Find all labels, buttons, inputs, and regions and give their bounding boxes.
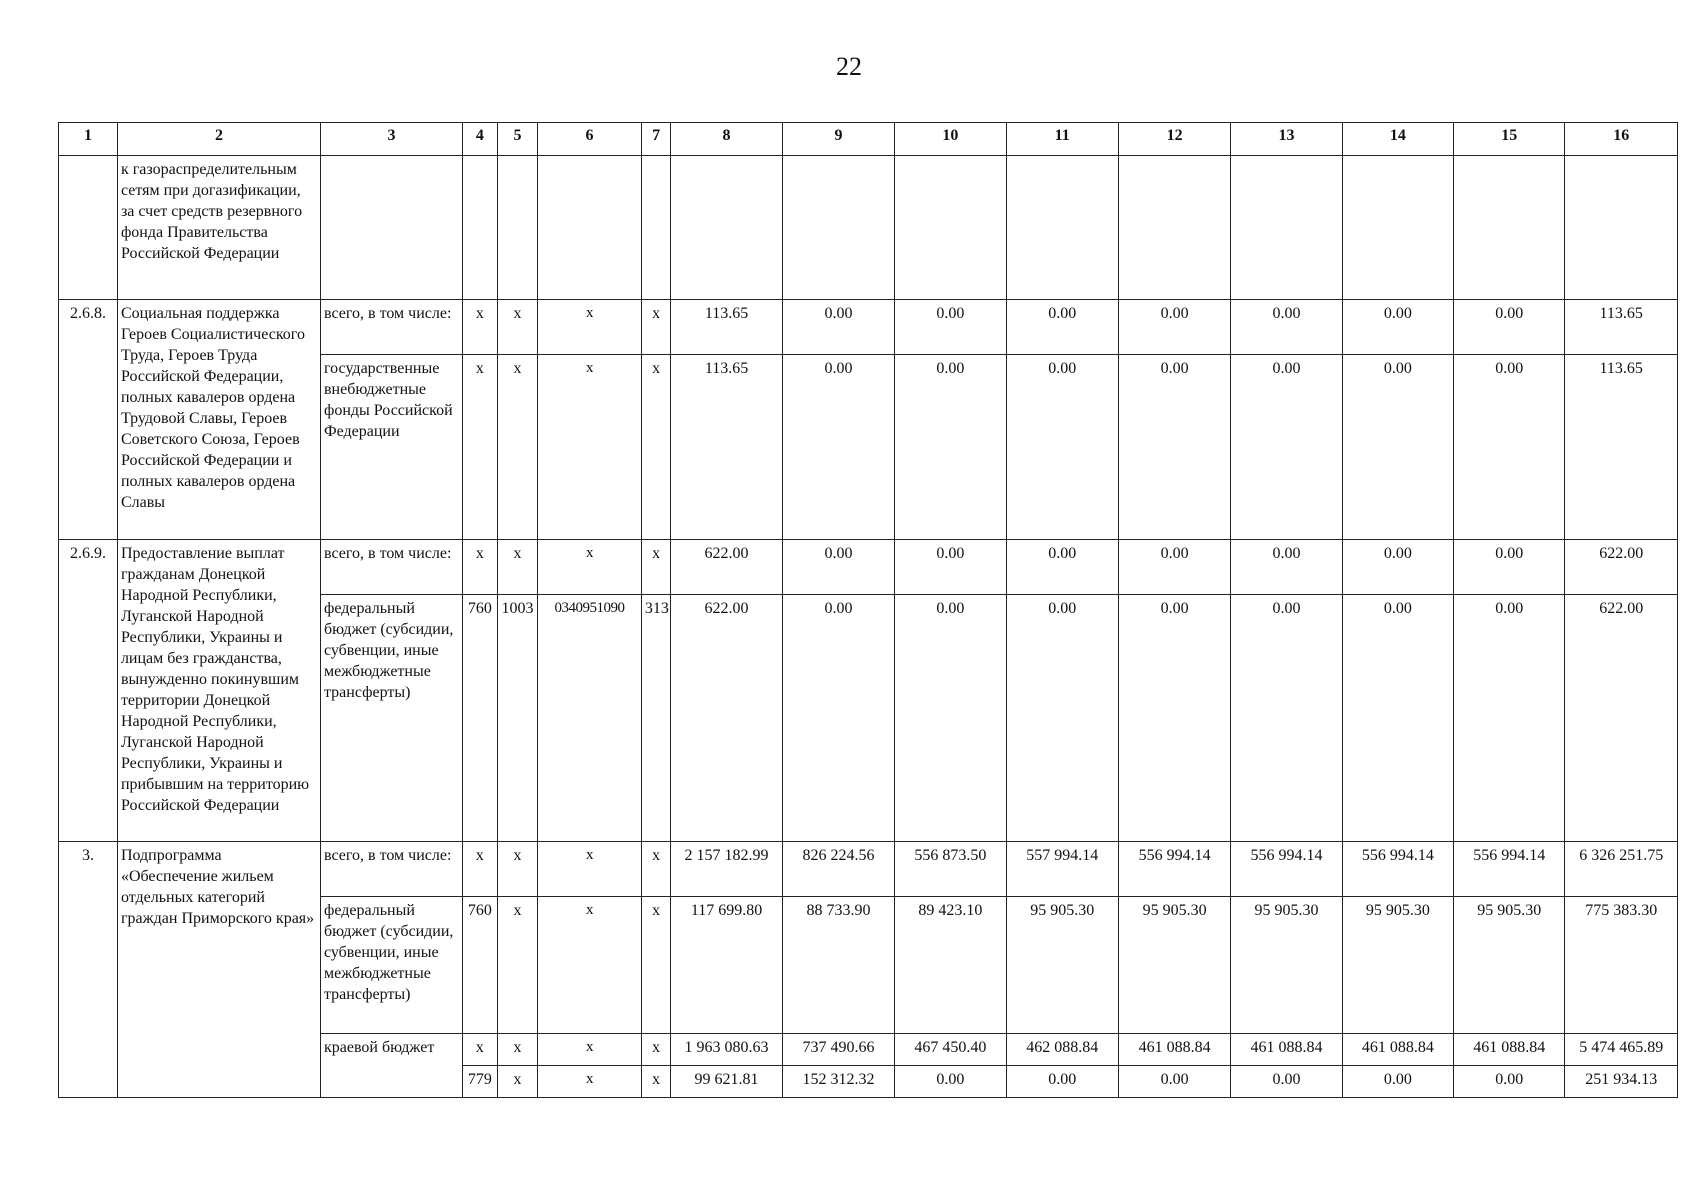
value-cell: [1231, 156, 1342, 300]
value-cell: [782, 156, 894, 300]
value-cell: 556 994.14: [1342, 842, 1453, 897]
value-cell: 0.00: [1231, 540, 1342, 595]
code-cell: x: [462, 842, 497, 897]
value-cell: [1006, 156, 1118, 300]
funding-source: всего, в том числе:: [320, 300, 462, 355]
table-row: [59, 156, 1678, 300]
budget-table: [58, 122, 1678, 1098]
header-cell: 10: [895, 123, 1006, 156]
code-cell: x: [538, 540, 642, 595]
header-row: [59, 123, 1678, 156]
value-cell: 95 905.30: [1454, 897, 1565, 1034]
item-name: Социальная поддержка Героев Социалистического Труда, Героев Труда Российской Федерации, полных кавалеров ордена Трудовой Славы, Героев Советского Союза, Героев Российской Федерации и полных кавалеров ордена Славы: [117, 300, 320, 540]
code-cell: [497, 156, 537, 300]
header-cell: 5: [497, 123, 537, 156]
item-number: 2.6.9.: [59, 540, 118, 842]
code-cell: x: [462, 300, 497, 355]
value-cell: 95 905.30: [1231, 897, 1342, 1034]
value-cell: 117 699.80: [671, 897, 782, 1034]
value-cell: [895, 156, 1006, 300]
table-row: [59, 540, 1678, 595]
value-cell: 88 733.90: [782, 897, 894, 1034]
header-cell: 11: [1006, 123, 1118, 156]
code-cell: [462, 156, 497, 300]
code-cell: x: [538, 1034, 642, 1066]
value-cell: 113.65: [671, 355, 782, 540]
code-cell: x: [641, 842, 670, 897]
code-cell: 779: [462, 1066, 497, 1098]
code-cell: x: [497, 842, 537, 897]
code-cell: x: [497, 540, 537, 595]
item-name: Подпрограмма «Обеспечение жильем отдельных категорий граждан Приморского края»: [117, 842, 320, 1098]
code-cell: 0340951090: [538, 595, 642, 842]
code-cell: [538, 156, 642, 300]
value-cell: 0.00: [1118, 595, 1230, 842]
code-cell: x: [497, 300, 537, 355]
value-cell: 0.00: [1454, 300, 1565, 355]
value-cell: 0.00: [1118, 300, 1230, 355]
value-cell: 251 934.13: [1565, 1066, 1678, 1098]
value-cell: 0.00: [1118, 1066, 1230, 1098]
value-cell: 775 383.30: [1565, 897, 1678, 1034]
code-cell: x: [538, 842, 642, 897]
code-cell: x: [497, 355, 537, 540]
header-cell: 9: [782, 123, 894, 156]
value-cell: 461 088.84: [1118, 1034, 1230, 1066]
code-cell: x: [641, 1034, 670, 1066]
value-cell: 0.00: [1454, 1066, 1565, 1098]
code-cell: x: [497, 1066, 537, 1098]
value-cell: 2 157 182.99: [671, 842, 782, 897]
value-cell: 0.00: [895, 540, 1006, 595]
value-cell: 0.00: [1342, 1066, 1453, 1098]
funding-source: [320, 156, 462, 300]
value-cell: 737 490.66: [782, 1034, 894, 1066]
value-cell: [1454, 156, 1565, 300]
code-cell: x: [538, 897, 642, 1034]
value-cell: 622.00: [671, 540, 782, 595]
item-number: 3.: [59, 842, 118, 1098]
value-cell: 5 474 465.89: [1565, 1034, 1678, 1066]
funding-source: федеральный бюджет (субсидии, субвенции, иные межбюджетные трансферты): [320, 897, 462, 1034]
value-cell: [1342, 156, 1453, 300]
item-number: 2.6.8.: [59, 300, 118, 540]
value-cell: 0.00: [1006, 1066, 1118, 1098]
code-cell: x: [641, 355, 670, 540]
value-cell: 0.00: [1342, 300, 1453, 355]
value-cell: 0.00: [782, 540, 894, 595]
code-cell: 760: [462, 897, 497, 1034]
value-cell: 0.00: [1231, 300, 1342, 355]
value-cell: 0.00: [895, 355, 1006, 540]
header-cell: 4: [462, 123, 497, 156]
value-cell: 0.00: [895, 1066, 1006, 1098]
value-cell: 0.00: [1006, 595, 1118, 842]
item-name: к газораспределительным сетям при догазификации, за счет средств резервного фонда Правительства Российской Федерации: [117, 156, 320, 300]
value-cell: 95 905.30: [1342, 897, 1453, 1034]
value-cell: 0.00: [1231, 1066, 1342, 1098]
item-number: [59, 156, 118, 300]
value-cell: 0.00: [1118, 355, 1230, 540]
header-cell: 7: [641, 123, 670, 156]
code-cell: 313: [641, 595, 670, 842]
value-cell: 556 994.14: [1118, 842, 1230, 897]
funding-source: всего, в том числе:: [320, 842, 462, 897]
table-row: [59, 300, 1678, 355]
value-cell: [1118, 156, 1230, 300]
value-cell: 0.00: [782, 300, 894, 355]
header-cell: 8: [671, 123, 782, 156]
value-cell: [671, 156, 782, 300]
header-cell: 14: [1342, 123, 1453, 156]
value-cell: 0.00: [1006, 540, 1118, 595]
value-cell: 0.00: [1454, 595, 1565, 842]
value-cell: 0.00: [782, 595, 894, 842]
code-cell: x: [462, 540, 497, 595]
code-cell: x: [497, 1034, 537, 1066]
value-cell: 0.00: [1231, 595, 1342, 842]
value-cell: 461 088.84: [1342, 1034, 1453, 1066]
value-cell: 622.00: [1565, 595, 1678, 842]
value-cell: 0.00: [1118, 540, 1230, 595]
value-cell: 461 088.84: [1231, 1034, 1342, 1066]
code-cell: x: [641, 1066, 670, 1098]
value-cell: 556 994.14: [1454, 842, 1565, 897]
code-cell: x: [538, 355, 642, 540]
funding-source: всего, в том числе:: [320, 540, 462, 595]
value-cell: 0.00: [1006, 300, 1118, 355]
value-cell: 622.00: [1565, 540, 1678, 595]
header-cell: 6: [538, 123, 642, 156]
value-cell: 622.00: [671, 595, 782, 842]
value-cell: 0.00: [1342, 540, 1453, 595]
code-cell: x: [538, 300, 642, 355]
header-cell: 3: [320, 123, 462, 156]
code-cell: x: [497, 897, 537, 1034]
value-cell: 6 326 251.75: [1565, 842, 1678, 897]
page-number: 22: [836, 52, 862, 81]
funding-source: государственные внебюджетные фонды Российской Федерации: [320, 355, 462, 540]
value-cell: 467 450.40: [895, 1034, 1006, 1066]
code-cell: x: [462, 355, 497, 540]
value-cell: 0.00: [1454, 540, 1565, 595]
value-cell: 0.00: [1342, 355, 1453, 540]
value-cell: 826 224.56: [782, 842, 894, 897]
value-cell: 0.00: [1342, 595, 1453, 842]
code-cell: x: [641, 540, 670, 595]
table-row: [59, 842, 1678, 897]
value-cell: 113.65: [1565, 300, 1678, 355]
code-cell: x: [641, 300, 670, 355]
value-cell: 0.00: [895, 595, 1006, 842]
value-cell: 0.00: [1006, 355, 1118, 540]
value-cell: 462 088.84: [1006, 1034, 1118, 1066]
funding-source: краевой бюджет: [320, 1034, 462, 1098]
value-cell: 0.00: [782, 355, 894, 540]
value-cell: 556 994.14: [1231, 842, 1342, 897]
value-cell: 557 994.14: [1006, 842, 1118, 897]
item-name: Предоставление выплат гражданам Донецкой Народной Республики, Луганской Народной Республики, Украины и лицам без гражданства, вынужденно покинувшим территории Донецкой Народной Республики, Луганской Народной Республики, Украины и прибывшим на территорию Российской Федерации: [117, 540, 320, 842]
header-cell: 12: [1118, 123, 1230, 156]
value-cell: 461 088.84: [1454, 1034, 1565, 1066]
header-cell: 13: [1231, 123, 1342, 156]
value-cell: 0.00: [1454, 355, 1565, 540]
header-cell: 15: [1454, 123, 1565, 156]
code-cell: 1003: [497, 595, 537, 842]
code-cell: [641, 156, 670, 300]
value-cell: 95 905.30: [1118, 897, 1230, 1034]
value-cell: 152 312.32: [782, 1066, 894, 1098]
code-cell: 760: [462, 595, 497, 842]
value-cell: 0.00: [895, 300, 1006, 355]
value-cell: 99 621.81: [671, 1066, 782, 1098]
value-cell: [1565, 156, 1678, 300]
header-cell: 2: [117, 123, 320, 156]
header-cell: 1: [59, 123, 118, 156]
value-cell: 1 963 080.63: [671, 1034, 782, 1066]
funding-source: федеральный бюджет (субсидии, субвенции, иные межбюджетные трансферты): [320, 595, 462, 842]
code-cell: x: [641, 897, 670, 1034]
code-cell: x: [538, 1066, 642, 1098]
header-cell: 16: [1565, 123, 1678, 156]
value-cell: 95 905.30: [1006, 897, 1118, 1034]
value-cell: 113.65: [1565, 355, 1678, 540]
value-cell: 0.00: [1231, 355, 1342, 540]
code-cell: x: [462, 1034, 497, 1066]
value-cell: 113.65: [671, 300, 782, 355]
value-cell: 556 873.50: [895, 842, 1006, 897]
value-cell: 89 423.10: [895, 897, 1006, 1034]
